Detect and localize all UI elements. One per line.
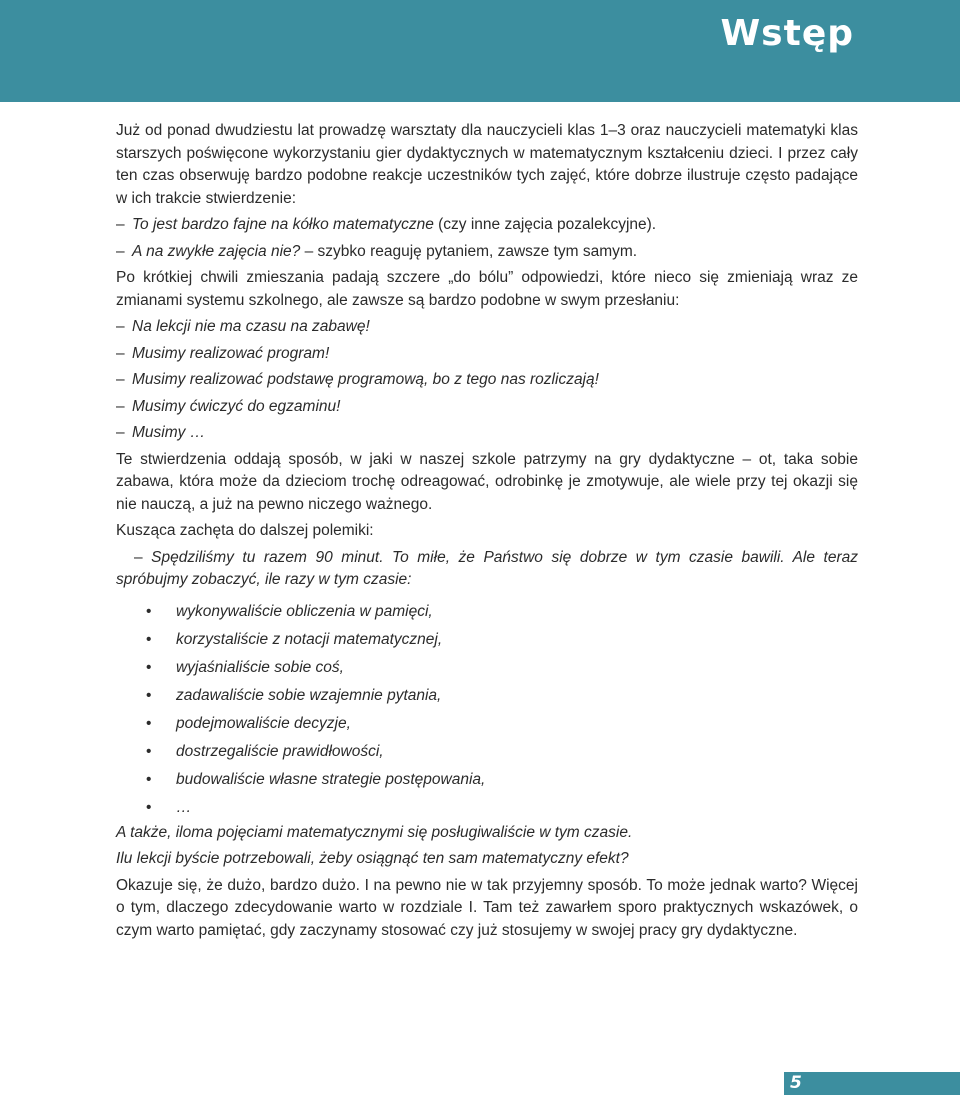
list-item-text: korzystaliście z notacji matematycznej, [176, 630, 443, 648]
paragraph-3: Te stwierdzenia oddają sposób, w jaki w naszej szkole patrzymy na gry dydaktyczne – ot, taka sobie zabawa, która może da dzieciom trochę odreagować, odrobinkę je zmotywuje, ale wiele przy tej okazji się nie nauczą, a już na pewno niczego ważnego. [116, 450, 858, 513]
bullet-list [116, 598, 858, 822]
answer-text: Musimy ćwiczyć do egzaminu! [132, 397, 341, 415]
list-item-text: zadawaliście sobie wzajemnie pytania, [176, 686, 442, 704]
answer-line [116, 396, 858, 419]
page-title: Wstęp [720, 13, 854, 54]
paragraph-6: Ilu lekcji byście potrzebowali, żeby osiągnąć ten sam matematyczny efekt? [116, 850, 629, 867]
list-item [116, 738, 858, 766]
page-header [0, 0, 960, 102]
quote-line-3 [116, 547, 858, 592]
bullet-icon: • [146, 770, 152, 788]
quote-3-text: Spędziliśmy tu razem 90 minut. To miłe, że Państwo się dobrze w tym czasie bawili. Ale teraz spróbujmy zobaczyć, ile razy w tym czasie: [116, 548, 858, 588]
answer-text: Na lekcji nie ma czasu na zabawę! [132, 318, 370, 335]
list-item [116, 682, 858, 710]
dash-mark: – [116, 242, 125, 260]
bullet-icon: • [146, 742, 152, 760]
answer-text: Musimy realizować podstawę programową, bo z tego nas rozliczają! [132, 371, 599, 388]
answer-line [116, 422, 858, 445]
dash-mark: – [116, 397, 125, 415]
list-item-text: dostrzegaliście prawidłowości, [176, 742, 384, 760]
answer-line [116, 343, 858, 366]
list-item [116, 794, 858, 822]
quote-2-normal: – szybko reaguję pytaniem, zawsze tym samym. [300, 242, 638, 260]
list-item-text: wykonywaliście obliczenia w pamięci, [176, 602, 433, 620]
paragraph-2: Po krótkiej chwili zmieszania padają szczere „do bólu” odpowiedzi, które nieco się zmieniają wraz ze zmianami systemu szkolnego, ale zawsze są bardzo podobne w swym przesłaniu: [116, 269, 858, 309]
answer-text: Musimy realizować program! [132, 344, 330, 362]
paragraph-5: A także, iloma pojęciami matematycznymi się posługiwaliście w tym czasie. [116, 823, 633, 841]
list-item-text: podejmowaliście decyzje, [176, 714, 351, 732]
page-number: 5 [790, 1073, 802, 1093]
list-item [116, 710, 858, 738]
bullet-icon: • [146, 602, 152, 620]
list-item [116, 654, 858, 682]
list-item-text: budowaliście własne strategie postępowania, [176, 770, 486, 788]
quote-2-italic: A na zwykłe zajęcia nie? [132, 242, 301, 260]
quote-line-2 [116, 241, 858, 264]
answer-text: Musimy … [132, 424, 206, 441]
answer-line [116, 316, 858, 339]
list-item-text: … [176, 798, 192, 816]
paragraph-7: Okazuje się, że dużo, bardzo dużo. I na pewno nie w tak przyjemny sposób. To może jednak warto? Więcej o tym, dlaczego zdecydowanie warto w rozdziale I. Tam też zawarłem sporo praktycznych wskazówek, o czym warto pamiętać, gdy zaczynamy stosować czy już stosujemy w swojej pracy gry dydaktyczne. [116, 876, 858, 939]
footer-bar [784, 1072, 960, 1095]
quote-1-italic: To jest bardzo fajne na kółko matematyczne [132, 216, 434, 233]
bullet-icon: • [146, 630, 152, 648]
bullet-icon: • [146, 658, 152, 676]
list-item [116, 626, 858, 654]
list-item [116, 766, 858, 794]
list-item [116, 598, 858, 626]
bullet-icon: • [146, 686, 152, 704]
dash-mark: – [116, 371, 125, 388]
dash-mark: – [134, 548, 152, 566]
quote-1-normal: (czy inne zajęcia pozalekcyjne). [433, 216, 657, 233]
dash-mark: – [116, 216, 125, 233]
bullet-icon: • [146, 714, 152, 732]
dash-mark: – [116, 424, 125, 441]
main-text [116, 120, 858, 942]
bullet-icon: • [146, 798, 152, 816]
intro-paragraph: Już od ponad dwudziestu lat prowadzę warsztaty dla nauczycieli klas 1–3 oraz nauczycieli matematyki klas starszych poświęcone wykorzystaniu gier dydaktycznych w matematycznym kształceniu dzieci. I przez cały ten czas obserwuję bardzo podobne reakcje uczestników tych zajęć, które dobrze ilustruje często padające w ich trakcie stwierdzenie: [116, 122, 858, 207]
dash-mark: – [116, 344, 125, 362]
quote-line-1 [116, 214, 858, 237]
answer-line [116, 369, 858, 392]
paragraph-4: Kusząca zachęta do dalszej polemiki: [116, 522, 374, 539]
dash-mark: – [116, 318, 125, 335]
list-item-text: wyjaśnialiście sobie coś, [176, 658, 344, 676]
